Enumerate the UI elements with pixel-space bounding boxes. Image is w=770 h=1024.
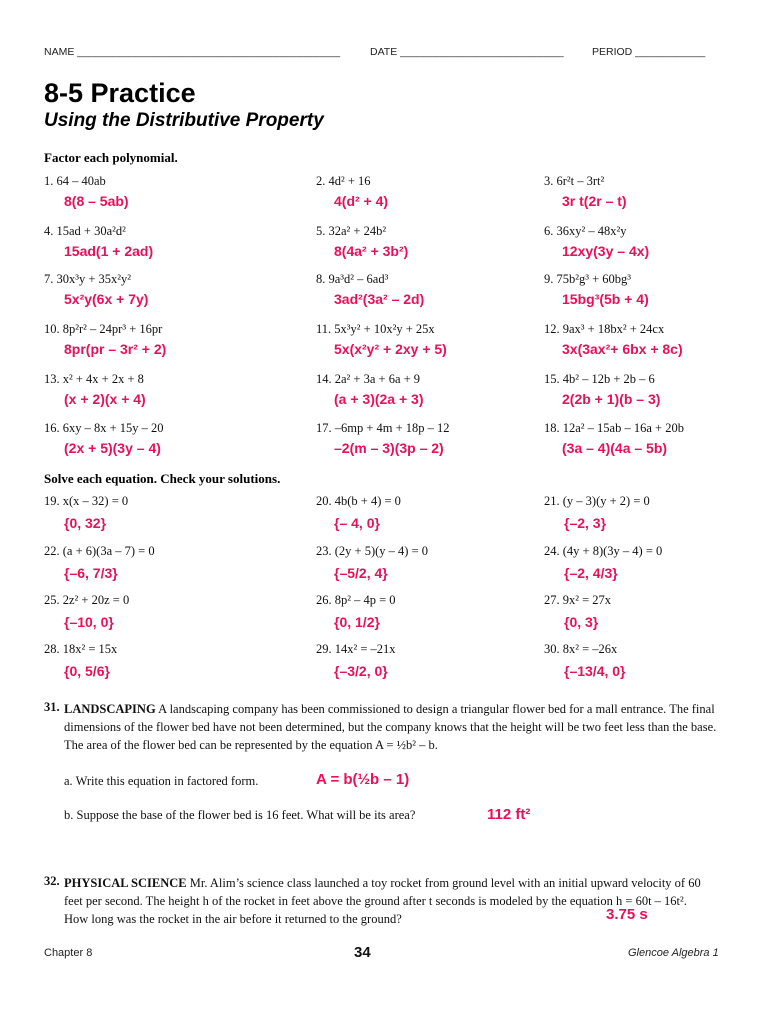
- factor-answer: 15ad(1 + 2ad): [64, 243, 154, 259]
- factor-heading: Factor each polynomial.: [44, 150, 178, 165]
- problem-32-label: PHYSICAL SCIENCE: [64, 876, 187, 890]
- date-line[interactable]: DATE ____________________________: [370, 46, 564, 58]
- factor-problem: 10. 8p²r² – 24pr³ + 16pr: [44, 322, 163, 336]
- solve-problem: 28. 18x² = 15x: [44, 642, 118, 656]
- factor-problem: 6. 36xy² – 48x²y: [544, 224, 627, 238]
- answer-31b: 112 ft²: [487, 806, 531, 823]
- problem-31b: b. Suppose the base of the flower bed is 16 feet. What will be its area?: [64, 808, 416, 822]
- solve-answer: {–13/4, 0}: [564, 663, 626, 679]
- footer-chapter: Chapter 8: [44, 947, 93, 959]
- solve-answer: {0, 1/2}: [334, 614, 380, 630]
- factor-problem: 15. 4b² – 12b + 2b – 6: [544, 372, 655, 386]
- page-title: 8-5 Practice: [44, 78, 196, 108]
- factor-answer: 8(4a² + 3b²): [334, 243, 409, 259]
- solve-answer: {– 4, 0}: [334, 515, 380, 531]
- solve-answer: {0, 3}: [564, 614, 599, 630]
- factor-answer: 4(d² + 4): [334, 193, 389, 209]
- solve-answer: {–6, 7/3}: [64, 565, 118, 581]
- problem-31-number: 31.: [44, 700, 60, 714]
- solve-problem: 26. 8p² – 4p = 0: [316, 593, 396, 607]
- factor-answer: 3ad²(3a² – 2d): [334, 291, 425, 307]
- solve-answer: {–2, 4/3}: [564, 565, 618, 581]
- factor-problem: 14. 2a² + 3a + 6a + 9: [316, 372, 421, 386]
- factor-problem: 13. x² + 4x + 2x + 8: [44, 372, 144, 386]
- solve-problem: 21. (y – 3)(y + 2) = 0: [544, 494, 650, 508]
- factor-answer: (3a – 4)(4a – 5b): [562, 440, 668, 456]
- name-line[interactable]: NAME _____________________________________________: [44, 46, 341, 58]
- factor-answer: 3r t(2r – t): [562, 193, 627, 209]
- solve-problem: 24. (4y + 8)(3y – 4) = 0: [544, 544, 663, 558]
- page-number: 34: [354, 944, 371, 961]
- solve-problem: 30. 8x² = –26x: [544, 642, 618, 656]
- factor-problem: 16. 6xy – 8x + 15y – 20: [44, 421, 164, 435]
- problem-31a: a. Write this equation in factored form.: [64, 774, 259, 788]
- problem-31-label: LANDSCAPING: [64, 702, 156, 716]
- factor-problem: 18. 12a² – 15ab – 16a + 20b: [544, 421, 684, 435]
- period-line[interactable]: PERIOD ____________: [592, 46, 706, 58]
- answer-32: 3.75 s: [606, 906, 648, 923]
- factor-answer: 5x²y(6x + 7y): [64, 291, 149, 307]
- solve-problem: 20. 4b(b + 4) = 0: [316, 494, 401, 508]
- factor-answer: (2x + 5)(3y – 4): [64, 440, 161, 456]
- solve-problem: 25. 2z² + 20z = 0: [44, 593, 130, 607]
- factor-problem: 8. 9a³d² – 6ad³: [316, 272, 389, 286]
- solve-answer: {–2, 3}: [564, 515, 607, 531]
- solve-answer: {–5/2, 4}: [334, 565, 388, 581]
- factor-problem: 11. 5x³y² + 10x²y + 25x: [316, 322, 435, 336]
- problem-32-text: Mr. Alim’s science class launched a toy rocket from ground level with an initial upward velocity of 60 feet per second. The height h of the rocket in feet above the ground after t seconds is modeled by the equation h = 60t – 16t². How long was the rocket in the air before it returned to the ground?: [64, 876, 701, 926]
- factor-answer: (a + 3)(2a + 3): [334, 391, 424, 407]
- factor-problem: 3. 6r²t – 3rt²: [544, 174, 605, 188]
- factor-problem: 17. –6mp + 4m + 18p – 12: [316, 421, 450, 435]
- solve-problem: 19. x(x – 32) = 0: [44, 494, 129, 508]
- factor-problem: 5. 32a² + 24b²: [316, 224, 387, 238]
- factor-problem: 4. 15ad + 30a²d²: [44, 224, 126, 238]
- solve-problem: 23. (2y + 5)(y – 4) = 0: [316, 544, 428, 558]
- factor-answer: –2(m – 3)(3p – 2): [334, 440, 444, 456]
- footer-book: Glencoe Algebra 1: [628, 947, 719, 959]
- factor-problem: 9. 75b²g³ + 60bg³: [544, 272, 632, 286]
- factor-answer: 8(8 – 5ab): [64, 193, 129, 209]
- problem-32-number: 32.: [44, 874, 60, 888]
- solve-answer: {0, 32}: [64, 515, 107, 531]
- problem-31-body: [64, 700, 724, 754]
- factor-answer: 8pr(pr – 3r² + 2): [64, 341, 167, 357]
- solve-problem: 29. 14x² = –21x: [316, 642, 396, 656]
- page-subtitle: Using the Distributive Property: [44, 110, 324, 131]
- solve-answer: {0, 5/6}: [64, 663, 110, 679]
- factor-answer: 2(2b + 1)(b – 3): [562, 391, 661, 407]
- factor-answer: 3x(3ax²+ 6bx + 8c): [562, 341, 683, 357]
- solve-answer: {–10, 0}: [64, 614, 114, 630]
- factor-answer: (x + 2)(x + 4): [64, 391, 146, 407]
- problem-31-text: A landscaping company has been commissioned to design a triangular flower bed for a mall entrance. The final dimensions of the flower bed have not been determined, but the company knows that the height will be two feet less than the base. The area of the flower bed can be represented by the equation A = ½b² – b.: [64, 702, 717, 752]
- answer-31a: A = b(½b – 1): [316, 771, 410, 788]
- factor-problem: 12. 9ax³ + 18bx² + 24cx: [544, 322, 665, 336]
- factor-answer: 5x(x²y² + 2xy + 5): [334, 341, 447, 357]
- factor-problem: 7. 30x³y + 35x²y²: [44, 272, 132, 286]
- solve-heading: Solve each equation. Check your solutions.: [44, 471, 281, 486]
- solve-problem: 22. (a + 6)(3a – 7) = 0: [44, 544, 155, 558]
- factor-problem: 1. 64 – 40ab: [44, 174, 106, 188]
- solve-problem: 27. 9x² = 27x: [544, 593, 612, 607]
- factor-answer: 15bg³(5b + 4): [562, 291, 649, 307]
- factor-answer: 12xy(3y – 4x): [562, 243, 650, 259]
- factor-problem: 2. 4d² + 16: [316, 174, 371, 188]
- solve-answer: {–3/2, 0}: [334, 663, 388, 679]
